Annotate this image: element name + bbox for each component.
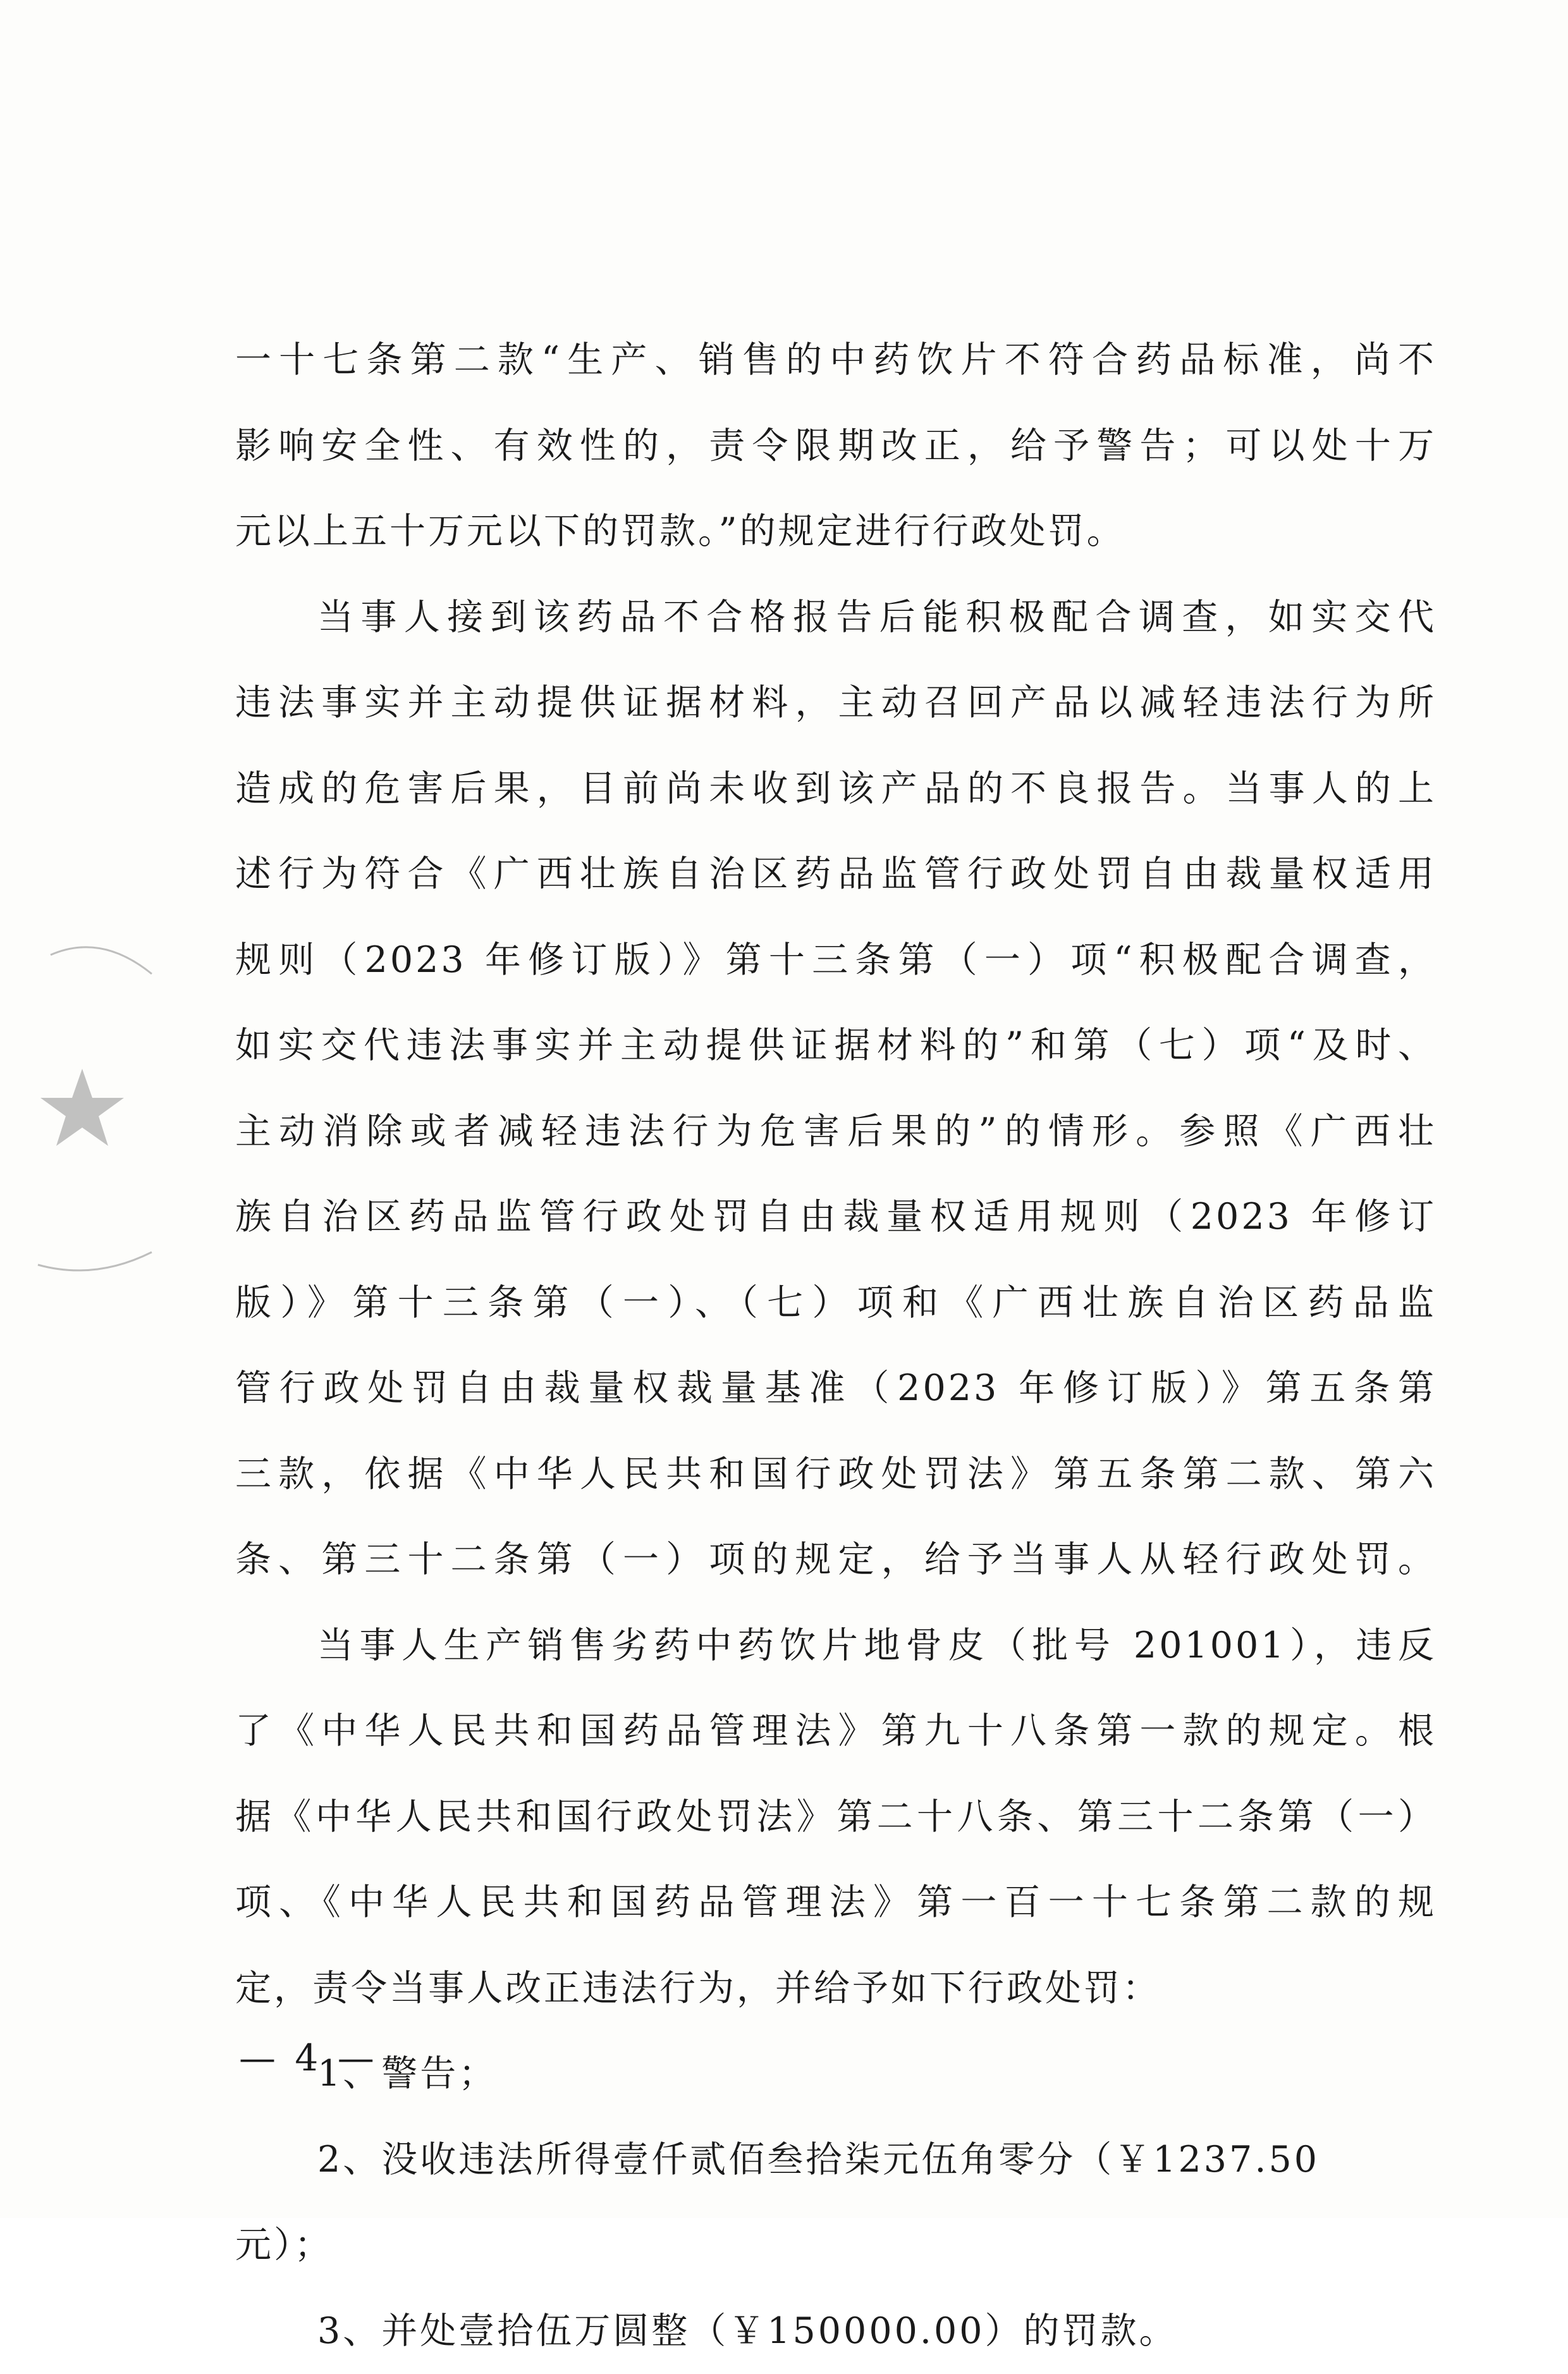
text-line: 三款，依据《中华人民共和国行政处罚法》第五条第二款、第六 [235,1432,1436,1518]
paragraph-start-line: 当事人接到该药品不合格报告后能积极配合调查，如实交代 [235,575,1436,661]
text-line: 规则（2023 年修订版）》第十三条第（一）项“积极配合调查， [235,918,1436,1004]
text-line: 述行为符合《广西壮族自治区药品监管行政处罚自由裁量权适用 [235,832,1436,918]
penalty-item: 3、并处壹拾伍万圆整（￥150000.00）的罚款。 [235,2289,1436,2374]
penalty-item: 2、没收违法所得壹仟贰佰叁拾柒元伍角零分（￥1237.50 [235,2117,1436,2203]
paragraph-start-line: 当事人生产销售劣药中药饮片地骨皮（批号 201001），违反 [235,1603,1436,1689]
body-text [235,317,1436,2374]
penalty-item: 1、警告； [235,2031,1436,2117]
text-line: 据《中华人民共和国行政处罚法》第二十八条、第三十二条第（一） [235,1774,1436,1860]
text-line: 定，责令当事人改正违法行为，并给予如下行政处罚： [235,1946,1436,2032]
text-line: 造成的危害后果，目前尚未收到该产品的不良报告。当事人的上 [235,746,1436,832]
text-line: 影响安全性、有效性的，责令限期改正，给予警告；可以处十万 [235,403,1436,489]
text-line: 族自治区药品监管行政处罚自由裁量权适用规则（2023 年修订 [235,1174,1436,1260]
text-line: 元）； [235,2203,1436,2289]
text-line: 项、《中华人民共和国药品管理法》第一百一十七条第二款的规 [235,1860,1436,1946]
text-line: 了《中华人民共和国药品管理法》第九十八条第一款的规定。根 [235,1688,1436,1774]
text-line: 如实交代违法事实并主动提供证据材料的”和第（七）项“及时、 [235,1003,1436,1089]
text-line: 元以上五十万元以下的罚款。”的规定进行行政处罚。 [235,489,1436,575]
page-number: — 4 — [239,2036,378,2079]
text-line: 管行政处罚自由裁量权裁量基准（2023 年修订版）》第五条第 [235,1346,1436,1432]
text-line: 违法事实并主动提供证据材料，主动召回产品以减轻违法行为所 [235,660,1436,746]
official-seal-stamp-icon [13,936,164,1290]
text-line: 主动消除或者减轻违法行为危害后果的”的情形。参照《广西壮 [235,1089,1436,1175]
text-line: 一十七条第二款“生产、销售的中药饮片不符合药品标准，尚不 [235,317,1436,403]
text-line: 条、第三十二条第（一）项的规定，给予当事人从轻行政处罚。 [235,1517,1436,1603]
text-line: 版）》第十三条第（一）、（七）项和《广西壮族自治区药品监 [235,1260,1436,1346]
